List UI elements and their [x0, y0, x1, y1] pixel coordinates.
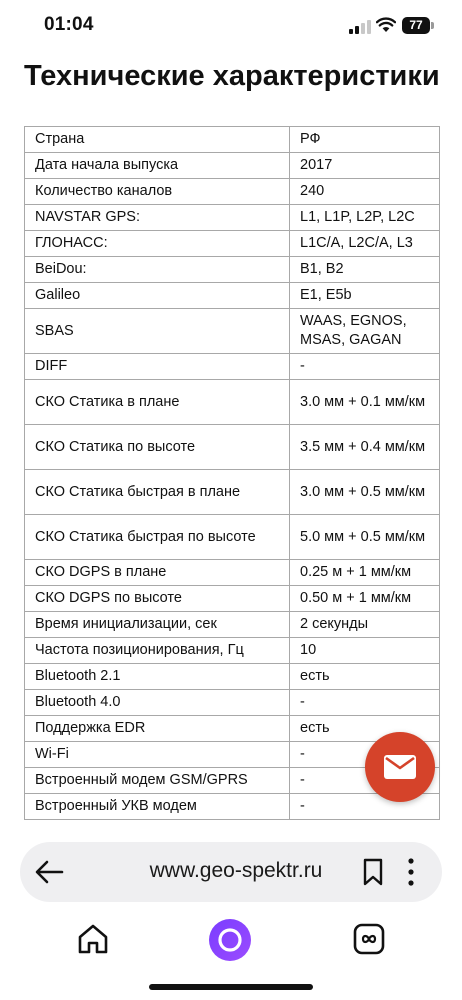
wifi-icon — [376, 17, 396, 33]
table-row — [25, 257, 440, 283]
spec-name-cell: Встроенный модем GSM/GPRS — [25, 768, 290, 794]
battery-indicator: 77 — [402, 17, 430, 34]
back-arrow-icon[interactable] — [34, 858, 64, 886]
spec-value-cell: E1, E5b — [290, 283, 440, 309]
home-indicator — [149, 984, 313, 990]
table-row — [25, 309, 440, 354]
spec-value-cell: - — [290, 768, 440, 794]
spec-name-cell: Galileo — [25, 283, 290, 309]
spec-name-cell: СКО Статика быстрая в плане — [25, 470, 290, 515]
table-row — [25, 470, 440, 515]
bookmark-icon[interactable] — [361, 858, 385, 886]
spec-name-cell: NAVSTAR GPS: — [25, 205, 290, 231]
url-text[interactable]: www.geo-spektr.ru — [149, 859, 323, 882]
table-row — [25, 380, 440, 425]
table-row — [25, 664, 440, 690]
spec-name-cell: DIFF — [25, 354, 290, 380]
spec-name-cell: Частота позиционирования, Гц — [25, 638, 290, 664]
spec-value-cell: есть — [290, 664, 440, 690]
table-row — [25, 716, 440, 742]
spec-value-cell: - — [290, 742, 440, 768]
table-row — [25, 283, 440, 309]
spec-name-cell: СКО DGPS в плане — [25, 560, 290, 586]
spec-name-cell: Страна — [25, 127, 290, 153]
browser-bottom-bar — [0, 830, 462, 1000]
table-row — [25, 794, 440, 820]
spec-value-cell: 5.0 мм + 0.5 мм/км — [290, 515, 440, 560]
table-row — [25, 153, 440, 179]
status-time: 01:04 — [44, 14, 94, 35]
table-row — [25, 354, 440, 380]
spec-value-cell: 3.0 мм + 0.1 мм/км — [290, 380, 440, 425]
spec-value-cell: 3.5 мм + 0.4 мм/км — [290, 425, 440, 470]
spec-name-cell: Wi-Fi — [25, 742, 290, 768]
spec-value-cell: 240 — [290, 179, 440, 205]
spec-name-cell: СКО Статика быстрая по высоте — [25, 515, 290, 560]
spec-value-cell: 2 секунды — [290, 612, 440, 638]
table-row — [25, 425, 440, 470]
table-row — [25, 560, 440, 586]
spec-name-cell: Bluetooth 2.1 — [25, 664, 290, 690]
tabs-icon[interactable] — [352, 922, 386, 956]
spec-value-cell: - — [290, 690, 440, 716]
spec-name-cell: BeiDou: — [25, 257, 290, 283]
table-row — [25, 690, 440, 716]
spec-name-cell: СКО Статика в плане — [25, 380, 290, 425]
table-row — [25, 231, 440, 257]
cellular-signal-icon — [349, 20, 371, 34]
spec-name-cell: Bluetooth 4.0 — [25, 690, 290, 716]
spec-value-cell: 0.50 м + 1 мм/км — [290, 586, 440, 612]
address-bar[interactable] — [20, 842, 442, 902]
spec-value-cell: есть — [290, 716, 440, 742]
spec-value-cell: 3.0 мм + 0.5 мм/км — [290, 470, 440, 515]
mail-icon — [383, 754, 417, 780]
table-row — [25, 586, 440, 612]
table-row — [25, 638, 440, 664]
table-row — [25, 205, 440, 231]
spec-value-cell: 10 — [290, 638, 440, 664]
spec-value-cell: РФ — [290, 127, 440, 153]
spec-value-cell: B1, B2 — [290, 257, 440, 283]
alice-icon — [209, 919, 251, 961]
mail-fab-button[interactable] — [365, 732, 435, 802]
table-row — [25, 127, 440, 153]
spec-name-cell: Дата начала выпуска — [25, 153, 290, 179]
spec-value-cell: WAAS, EGNOS, MSAS, GAGAN — [290, 309, 440, 354]
spec-name-cell: SBAS — [25, 309, 290, 354]
spec-name-cell: ГЛОНАСС: — [25, 231, 290, 257]
specs-table — [24, 126, 440, 820]
spec-value-cell: L1C/A, L2C/A, L3 — [290, 231, 440, 257]
status-bar — [0, 0, 462, 52]
table-row — [25, 179, 440, 205]
more-vertical-icon[interactable] — [401, 856, 421, 888]
spec-name-cell: СКО Статика по высоте — [25, 425, 290, 470]
bottom-nav — [0, 916, 462, 966]
spec-name-cell: СКО DGPS по высоте — [25, 586, 290, 612]
spec-name-cell: Поддержка EDR — [25, 716, 290, 742]
spec-value-cell: - — [290, 794, 440, 820]
spec-value-cell: L1, L1P, L2P, L2C — [290, 205, 440, 231]
home-icon[interactable] — [76, 922, 110, 956]
table-row — [25, 612, 440, 638]
spec-name-cell: Количество каналов — [25, 179, 290, 205]
spec-name-cell: Встроенный УКВ модем — [25, 794, 290, 820]
page-content — [0, 52, 462, 830]
alice-assistant-button[interactable] — [209, 919, 251, 961]
battery-tip — [431, 22, 434, 29]
spec-name-cell: Время инициализации, сек — [25, 612, 290, 638]
section-title: Технические характеристики — [24, 60, 440, 92]
table-row — [25, 515, 440, 560]
spec-value-cell: 2017 — [290, 153, 440, 179]
spec-value-cell: - — [290, 354, 440, 380]
spec-value-cell: 0.25 м + 1 мм/км — [290, 560, 440, 586]
